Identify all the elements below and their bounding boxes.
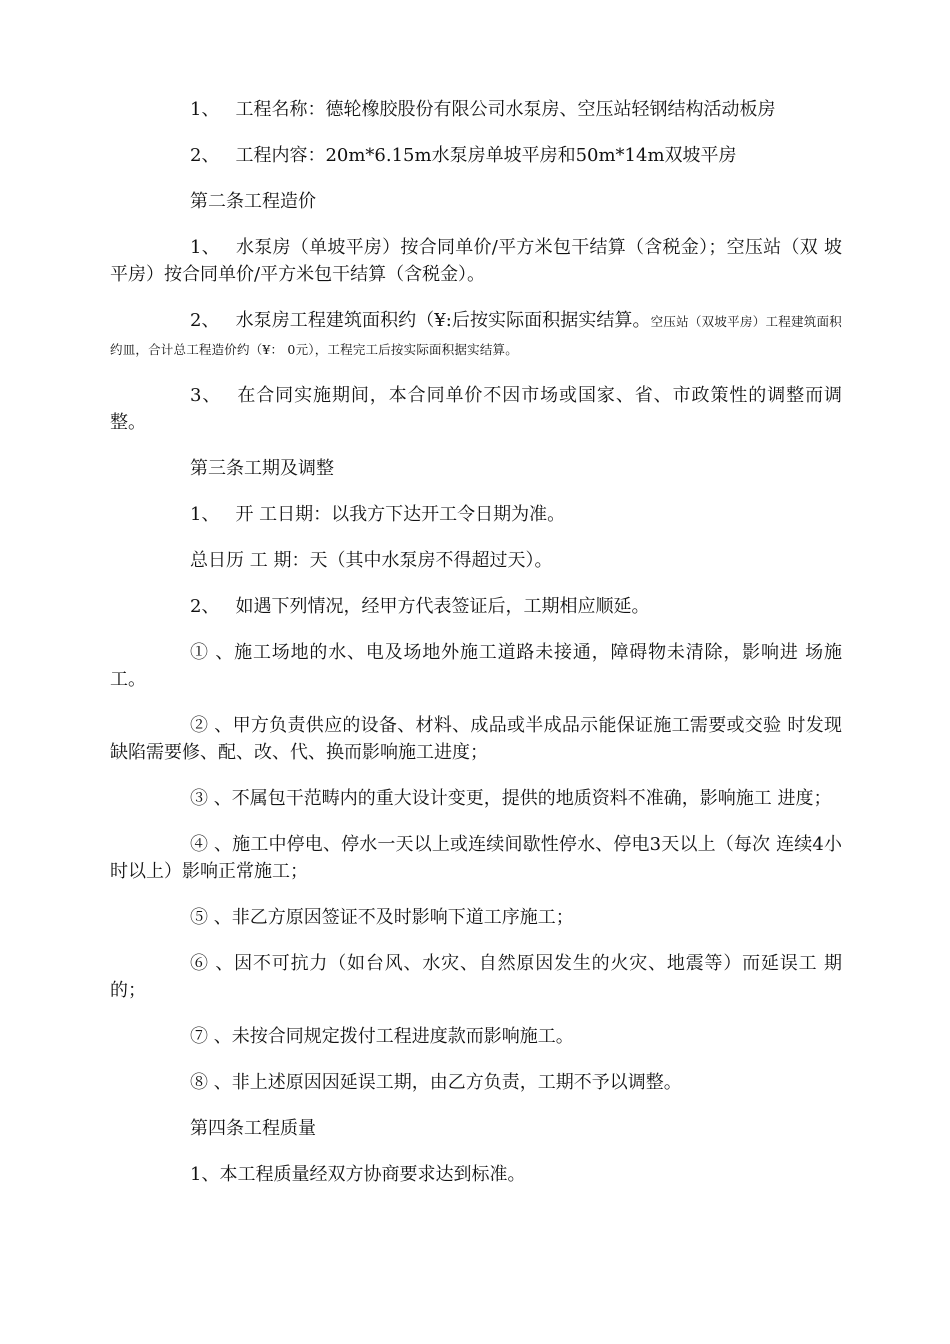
project-name-paragraph <box>110 96 842 123</box>
paragraph-text: ⑦ 、未按合同规定拨付工程进度款而影响施工。 <box>190 1026 574 1047</box>
condition-5 <box>110 904 842 931</box>
condition-6 <box>110 950 842 1004</box>
paragraph-text: ⑧ 、非上述原因因延误工期，由乙方负责，工期不予以调整。 <box>190 1072 682 1093</box>
schedule-item-1 <box>110 501 842 528</box>
section-heading-schedule <box>110 455 842 482</box>
cost-item-2 <box>110 307 842 363</box>
heading-text: 第三条工期及调整 <box>190 458 334 479</box>
paragraph-text: 工程名称：德轮橡胶股份有限公司水泵房、空压站轻钢结构活动板房 <box>235 99 776 120</box>
paragraph-text: ③ 、不属包干范畴内的重大设计变更，提供的地质资料不准确，影响施工 进度； <box>190 788 832 809</box>
paragraph-text: 总日历 工 期：天（其中水泵房不得超过天）。 <box>190 550 553 571</box>
paragraph-text: 1、本工程质量经双方协商要求达到标准。 <box>190 1164 526 1185</box>
item-number: 1、 <box>190 99 220 120</box>
condition-4 <box>110 831 842 885</box>
paragraph-text: ⑥ 、因不可抗力（如台风、水灾、自然原因发生的火灾、地震等）而延误工 期的； <box>110 953 842 1001</box>
schedule-total <box>110 547 842 574</box>
paragraph-small-text: 空压站（双坡平房）工程建筑面积约皿，合计总工程造价约（¥： 0元），工程完工后按实际面积据实结算。 <box>110 314 842 357</box>
condition-1 <box>110 639 842 693</box>
item-number: 2、 <box>190 310 220 331</box>
section-heading-cost <box>110 188 842 215</box>
document-page <box>110 96 842 1207</box>
paragraph-text: 水泵房（单坡平房）按合同单价/平方米包干结算（含税金）；空压站（双 坡平房）按合同单价/平方米包干结算（含税金）。 <box>110 237 842 285</box>
paragraph-text: 工程内容：20m*6.15m水泵房单坡平房和50m*14m双坡平房 <box>235 145 737 166</box>
paragraph-text: 在合同实施期间，本合同单价不因市场或国家、省、市政策性的调整而调整。 <box>110 385 843 433</box>
paragraph-text: ① 、施工场地的水、电及场地外施工道路未接通，障碍物未清除，影响进 场施工。 <box>110 642 842 690</box>
cost-item-3 <box>110 382 842 436</box>
schedule-item-2 <box>110 593 842 620</box>
condition-8 <box>110 1069 842 1096</box>
item-number: 1、 <box>190 237 220 258</box>
paragraph-text: ⑤ 、非乙方原因签证不及时影响下道工序施工； <box>190 907 574 928</box>
project-content-paragraph <box>110 142 842 169</box>
cost-item-1 <box>110 234 842 288</box>
item-number: 3、 <box>190 385 222 406</box>
item-number: 2、 <box>190 596 220 617</box>
item-number: 1、 <box>190 504 220 525</box>
paragraph-text: ② 、甲方负责供应的设备、材料、成品或半成品示能保证施工需要或交验 时发现缺陷需要修、配、改、代、换而影响施工进度； <box>110 715 842 763</box>
section-heading-quality <box>110 1115 842 1142</box>
paragraph-text: 水泵房工程建筑面积约（¥:后按实际面积据实结算。 <box>235 310 651 331</box>
condition-2 <box>110 712 842 766</box>
heading-text: 第四条工程质量 <box>190 1118 316 1139</box>
item-number: 2、 <box>190 145 220 166</box>
quality-item-1 <box>110 1161 842 1188</box>
condition-3 <box>110 785 842 812</box>
paragraph-text: 开 工日期：以我方下达开工令日期为准。 <box>235 504 566 525</box>
heading-text: 第二条工程造价 <box>190 191 316 212</box>
condition-7 <box>110 1023 842 1050</box>
paragraph-text: 如遇下列情况，经甲方代表签证后，工期相应顺延。 <box>235 596 650 617</box>
paragraph-text: ④ 、施工中停电、停水一天以上或连续间歇性停水、停电3天以上（每次 连续4小时以上）影响正常施工； <box>110 834 842 882</box>
